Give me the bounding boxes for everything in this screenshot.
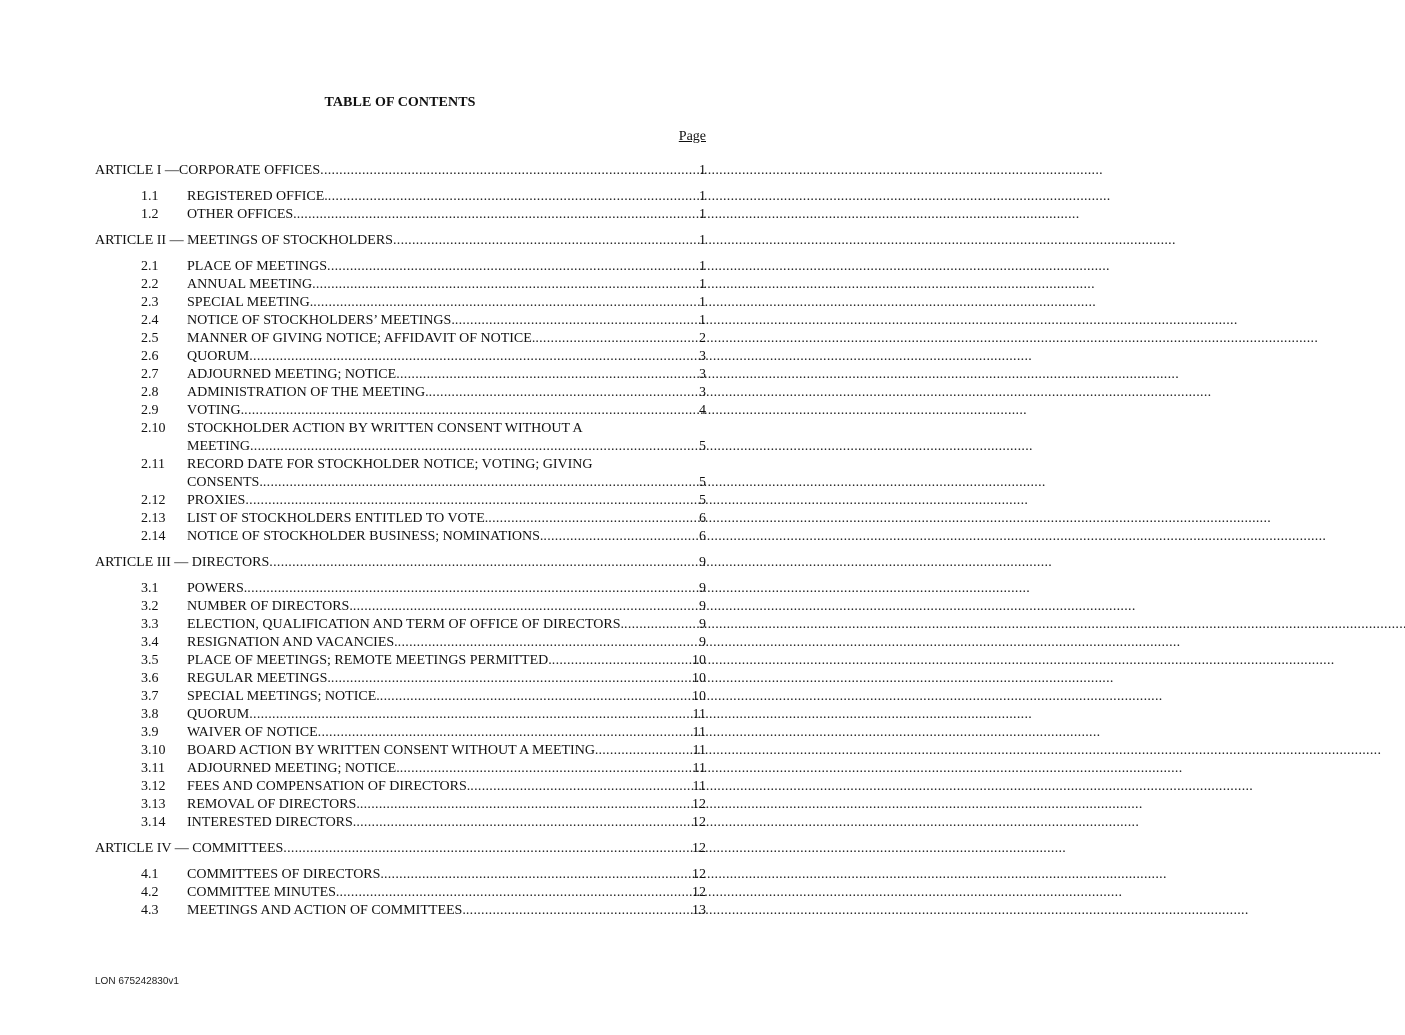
- dot-leader: [488, 510, 697, 528]
- toc-article-entry[interactable]: [95, 554, 706, 572]
- toc-section-entry[interactable]: [95, 420, 706, 456]
- dot-leader: [249, 706, 690, 724]
- section-body: [187, 796, 706, 814]
- section-body: [187, 634, 706, 652]
- toc-section-entry[interactable]: [95, 510, 706, 528]
- dot-leader: [249, 348, 697, 366]
- toc-section-entry[interactable]: [95, 796, 706, 814]
- section-title: PROXIES: [187, 493, 246, 508]
- section-number: 2.5: [141, 331, 159, 346]
- section-body: [187, 528, 706, 546]
- section-line: [187, 616, 706, 634]
- toc-section-entry[interactable]: [95, 724, 706, 742]
- toc-section-entry[interactable]: [95, 760, 706, 778]
- section-number: 3.5: [141, 653, 159, 668]
- toc-section-entry[interactable]: [95, 688, 706, 706]
- section-line: [187, 348, 706, 366]
- section-number: 3.10: [141, 743, 166, 758]
- toc-section-entry[interactable]: [95, 348, 706, 366]
- page-number: 4: [699, 403, 706, 418]
- section-line: [187, 688, 706, 706]
- page-number: 5: [699, 439, 706, 454]
- section-number: 3.14: [141, 815, 166, 830]
- section-number: 3.2: [141, 599, 159, 614]
- page-number: 11: [692, 779, 706, 794]
- dot-leader: [250, 438, 697, 456]
- page-number: 3: [699, 385, 706, 400]
- page-number: 1: [699, 295, 706, 310]
- section-title: NUMBER OF DIRECTORS.: [187, 599, 353, 614]
- page-number: 12: [692, 841, 706, 856]
- section-number: 3.6: [141, 671, 159, 686]
- section-number: 3.1: [141, 581, 159, 596]
- dot-leader: [466, 902, 690, 920]
- section-line: [187, 778, 706, 796]
- section-list: [95, 188, 706, 224]
- dot-leader: [328, 188, 697, 206]
- section-number: 2.7: [141, 367, 159, 382]
- section-line: [187, 330, 706, 348]
- section-number: 2.9: [141, 403, 159, 418]
- dot-leader: [331, 670, 690, 688]
- page-column-heading: Page: [678, 129, 706, 144]
- dot-leader: [398, 634, 697, 652]
- section-title: ANNUAL MEETING: [187, 277, 313, 292]
- dot-leader: [429, 384, 697, 402]
- section-line: [187, 402, 706, 420]
- section-number: 4.2: [141, 885, 159, 900]
- section-body: [187, 778, 706, 796]
- toc-section-entry[interactable]: [95, 402, 706, 420]
- toc-section-entry[interactable]: [95, 866, 706, 884]
- page-title: TABLE OF CONTENTS: [324, 95, 476, 110]
- page-number: 1: [699, 163, 706, 178]
- dot-leader: [245, 492, 697, 510]
- dot-leader: [393, 232, 697, 250]
- section-title: RESIGNATION AND VACANCIES.: [187, 635, 398, 650]
- section-body: [187, 902, 706, 920]
- section-title-first-line: RECORD DATE FOR STOCKHOLDER NOTICE; VOTING; GIVING: [187, 457, 593, 472]
- section-body: [187, 760, 706, 778]
- section-line: [187, 902, 706, 920]
- toc-section-entry[interactable]: [95, 652, 706, 670]
- section-number: 2.14: [141, 529, 166, 544]
- section-body: [187, 456, 706, 492]
- toc-section-entry[interactable]: [95, 778, 706, 796]
- section-number: 2.3: [141, 295, 159, 310]
- toc-section-entry[interactable]: [95, 294, 706, 312]
- dot-leader: [360, 796, 690, 814]
- section-line: [187, 188, 706, 206]
- dot-leader: [244, 402, 697, 420]
- dot-leader: [598, 742, 690, 760]
- toc-section-entry[interactable]: [95, 634, 706, 652]
- section-number: 2.11: [141, 457, 165, 472]
- toc-section-entry[interactable]: [95, 276, 706, 294]
- section-title: CONSENTS.: [187, 475, 263, 490]
- page-number: 11: [692, 725, 706, 740]
- page-number: 6: [699, 529, 706, 544]
- section-number: 2.13: [141, 511, 166, 526]
- section-number: 3.4: [141, 635, 159, 650]
- section-title: LIST OF STOCKHOLDERS ENTITLED TO VOTE.: [187, 511, 489, 526]
- page-number: 2: [699, 331, 706, 346]
- section-number: 4.1: [141, 867, 159, 882]
- section-line: [187, 580, 706, 598]
- toc-section-entry[interactable]: [95, 616, 706, 634]
- section-title: POWERS.: [187, 581, 248, 596]
- section-body: [187, 206, 706, 224]
- section-number: 2.1: [141, 259, 159, 274]
- section-body: [187, 402, 706, 420]
- section-body: [187, 616, 706, 634]
- dot-leader: [283, 840, 690, 858]
- section-line: [187, 438, 706, 456]
- section-title-first-line: STOCKHOLDER ACTION BY WRITTEN CONSENT WITHOUT A: [187, 421, 583, 436]
- section-number: 2.2: [141, 277, 159, 292]
- section-number: 2.12: [141, 493, 166, 508]
- section-title: REGISTERED OFFICE.: [187, 189, 328, 204]
- dot-leader: [535, 330, 697, 348]
- toc-section-entry[interactable]: [95, 598, 706, 616]
- section-line: [187, 866, 706, 884]
- section-body: [187, 688, 706, 706]
- section-body: [187, 866, 706, 884]
- page-number: 6: [699, 511, 706, 526]
- dot-leader: [297, 206, 697, 224]
- dot-leader: [263, 474, 697, 492]
- toc-section-entry[interactable]: [95, 580, 706, 598]
- toc-article-entry[interactable]: [95, 840, 706, 858]
- toc-section-entry[interactable]: [95, 188, 706, 206]
- toc-section-entry[interactable]: [95, 706, 706, 724]
- section-line: [187, 634, 706, 652]
- page-number: 9: [699, 599, 706, 614]
- section-body: [187, 384, 706, 402]
- toc-section-entry[interactable]: [95, 902, 706, 920]
- dot-leader: [247, 580, 697, 598]
- section-body: [187, 492, 706, 510]
- section-title: SPECIAL MEETING.: [187, 295, 314, 310]
- section-line: [187, 276, 706, 294]
- toc-section-entry[interactable]: [95, 670, 706, 688]
- dot-leader: [470, 778, 690, 796]
- toc-section-entry[interactable]: [95, 330, 706, 348]
- section-title: REGULAR MEETINGS.: [187, 671, 331, 686]
- section-line: [187, 528, 706, 546]
- section-title: OTHER OFFICES.: [187, 207, 297, 222]
- section-title: PLACE OF MEETINGS; REMOTE MEETINGS PERMITTED.: [187, 653, 552, 668]
- section-line: [187, 312, 706, 330]
- page-number: 10: [692, 671, 706, 686]
- section-number: 3.8: [141, 707, 159, 722]
- page-number: 1: [699, 277, 706, 292]
- section-line: [187, 510, 706, 528]
- page-number: 5: [699, 475, 706, 490]
- toc-section-entry[interactable]: [95, 492, 706, 510]
- section-line: [187, 814, 706, 832]
- page-number: 12: [692, 815, 706, 830]
- section-line: [187, 474, 706, 492]
- toc-section-entry[interactable]: [95, 312, 706, 330]
- page-number: 1: [699, 259, 706, 274]
- page-number: 3: [699, 349, 706, 364]
- page-number: 12: [692, 885, 706, 900]
- section-number: 3.12: [141, 779, 166, 794]
- toc-section-entry[interactable]: [95, 206, 706, 224]
- section-title: COMMITTEES OF DIRECTORS.: [187, 867, 384, 882]
- page-number: 9: [699, 635, 706, 650]
- section-body: [187, 580, 706, 598]
- dot-leader: [327, 258, 697, 276]
- dot-leader: [552, 652, 690, 670]
- section-line: [187, 492, 706, 510]
- section-body: [187, 294, 706, 312]
- dot-leader: [312, 276, 697, 294]
- dot-leader: [356, 814, 690, 832]
- section-line: [187, 724, 706, 742]
- section-number: 1.2: [141, 207, 159, 222]
- page-number: 1: [699, 189, 706, 204]
- dot-leader: [313, 294, 697, 312]
- page-number: 9: [699, 617, 706, 632]
- table-of-contents: [95, 162, 706, 928]
- section-line: [187, 742, 706, 760]
- section-list: [95, 866, 706, 920]
- page-number: 11: [692, 761, 706, 776]
- dot-leader: [400, 760, 691, 778]
- section-line: [187, 884, 706, 902]
- page-number: 13: [692, 903, 706, 918]
- toc-section-entry[interactable]: [95, 384, 706, 402]
- section-number: 3.3: [141, 617, 159, 632]
- page-number: 11: [692, 743, 706, 758]
- section-line: [187, 294, 706, 312]
- section-title: MEETINGS AND ACTION OF COMMITTEES.: [187, 903, 466, 918]
- page-number: 9: [699, 555, 706, 570]
- toc-article-entry[interactable]: [95, 162, 706, 180]
- dot-leader: [380, 688, 690, 706]
- section-number: 4.3: [141, 903, 159, 918]
- section-list: [95, 580, 706, 832]
- section-title: BOARD ACTION BY WRITTEN CONSENT WITHOUT A MEETING.: [187, 743, 599, 758]
- toc-section-entry[interactable]: [95, 884, 706, 902]
- toc-section-entry[interactable]: [95, 528, 706, 546]
- section-title: COMMITTEE MINUTES.: [187, 885, 340, 900]
- section-number: 2.6: [141, 349, 159, 364]
- section-number: 2.10: [141, 421, 166, 436]
- section-number: 3.11: [141, 761, 165, 776]
- page-number: 1: [699, 207, 706, 222]
- toc-section-entry[interactable]: [95, 814, 706, 832]
- dot-leader: [339, 884, 690, 902]
- page-number: 9: [699, 581, 706, 596]
- section-body: [187, 670, 706, 688]
- article-title: ARTICLE IV — COMMITTEES: [95, 841, 284, 856]
- section-line: [187, 258, 706, 276]
- page-number: 12: [692, 797, 706, 812]
- section-line: [187, 384, 706, 402]
- dot-leader: [318, 724, 691, 742]
- section-body: [187, 742, 706, 760]
- section-title: SPECIAL MEETINGS; NOTICE.: [187, 689, 380, 704]
- section-title: ADJOURNED MEETING; NOTICE.: [187, 761, 400, 776]
- toc-article-entry[interactable]: [95, 232, 706, 250]
- section-title: MEETING: [187, 439, 250, 454]
- section-body: [187, 510, 706, 528]
- section-line: [187, 670, 706, 688]
- section-list: [95, 258, 706, 546]
- section-body: [187, 312, 706, 330]
- section-title: PLACE OF MEETINGS: [187, 259, 328, 274]
- section-title: WAIVER OF NOTICE: [187, 725, 318, 740]
- section-body: [187, 598, 706, 616]
- page-number: 11: [692, 707, 706, 722]
- page-number: 10: [692, 689, 706, 704]
- section-number: 2.8: [141, 385, 159, 400]
- dot-leader: [624, 616, 697, 634]
- article-title: ARTICLE I —CORPORATE OFFICES: [95, 163, 321, 178]
- section-title: QUORUM: [187, 349, 250, 364]
- dot-leader: [455, 312, 697, 330]
- page-number: 5: [699, 493, 706, 508]
- toc-section-entry[interactable]: [95, 742, 706, 760]
- section-body: [187, 366, 706, 384]
- section-line: [187, 760, 706, 778]
- section-line: [187, 598, 706, 616]
- toc-section-entry[interactable]: [95, 258, 706, 276]
- section-line: [187, 706, 706, 724]
- dot-leader: [269, 554, 697, 572]
- section-line: [187, 796, 706, 814]
- section-title: MANNER OF GIVING NOTICE; AFFIDAVIT OF NOTICE.: [187, 331, 536, 346]
- section-number: 3.13: [141, 797, 166, 812]
- section-title: ELECTION, QUALIFICATION AND TERM OF OFFICE OF DIRECTORS.: [187, 617, 625, 632]
- page-number: 1: [699, 233, 706, 248]
- section-body: [187, 706, 706, 724]
- section-body: [187, 188, 706, 206]
- section-body: [187, 724, 706, 742]
- section-title: VOTING.: [187, 403, 245, 418]
- section-line: [187, 206, 706, 224]
- page-number: 1: [699, 313, 706, 328]
- dot-leader: [320, 162, 697, 180]
- dot-leader: [396, 366, 697, 384]
- section-body: [187, 814, 706, 832]
- section-body: [187, 348, 706, 366]
- section-line: [187, 366, 706, 384]
- section-title: ADJOURNED MEETING; NOTICE: [187, 367, 397, 382]
- dot-leader: [543, 528, 697, 546]
- section-number: 2.4: [141, 313, 159, 328]
- section-title: NOTICE OF STOCKHOLDERS’ MEETINGS.: [187, 313, 455, 328]
- section-number: 1.1: [141, 189, 159, 204]
- section-line: [187, 652, 706, 670]
- section-title: FEES AND COMPENSATION OF DIRECTORS.: [187, 779, 471, 794]
- section-body: [187, 652, 706, 670]
- section-body: [187, 330, 706, 348]
- article-title: ARTICLE II — MEETINGS OF STOCKHOLDERS: [95, 233, 393, 248]
- section-body: [187, 258, 706, 276]
- section-number: 3.9: [141, 725, 159, 740]
- page-number: 12: [692, 867, 706, 882]
- section-title: ADMINISTRATION OF THE MEETING.: [187, 385, 429, 400]
- page-number: 10: [692, 653, 706, 668]
- dot-leader: [384, 866, 690, 884]
- dot-leader: [353, 598, 697, 616]
- section-body: [187, 884, 706, 902]
- section-title: INTERESTED DIRECTORS.: [187, 815, 357, 830]
- toc-section-entry[interactable]: [95, 366, 706, 384]
- toc-section-entry[interactable]: [95, 456, 706, 492]
- section-body: [187, 276, 706, 294]
- section-body: [187, 420, 706, 456]
- section-number: 3.7: [141, 689, 159, 704]
- page-number: 3: [699, 367, 706, 382]
- document-id-footer: LON 675242830v1: [95, 976, 179, 987]
- section-title: NOTICE OF STOCKHOLDER BUSINESS; NOMINATIONS.: [187, 529, 544, 544]
- section-title: QUORUM: [187, 707, 250, 722]
- article-title: ARTICLE III — DIRECTORS: [95, 555, 270, 570]
- section-title: REMOVAL OF DIRECTORS.: [187, 797, 360, 812]
